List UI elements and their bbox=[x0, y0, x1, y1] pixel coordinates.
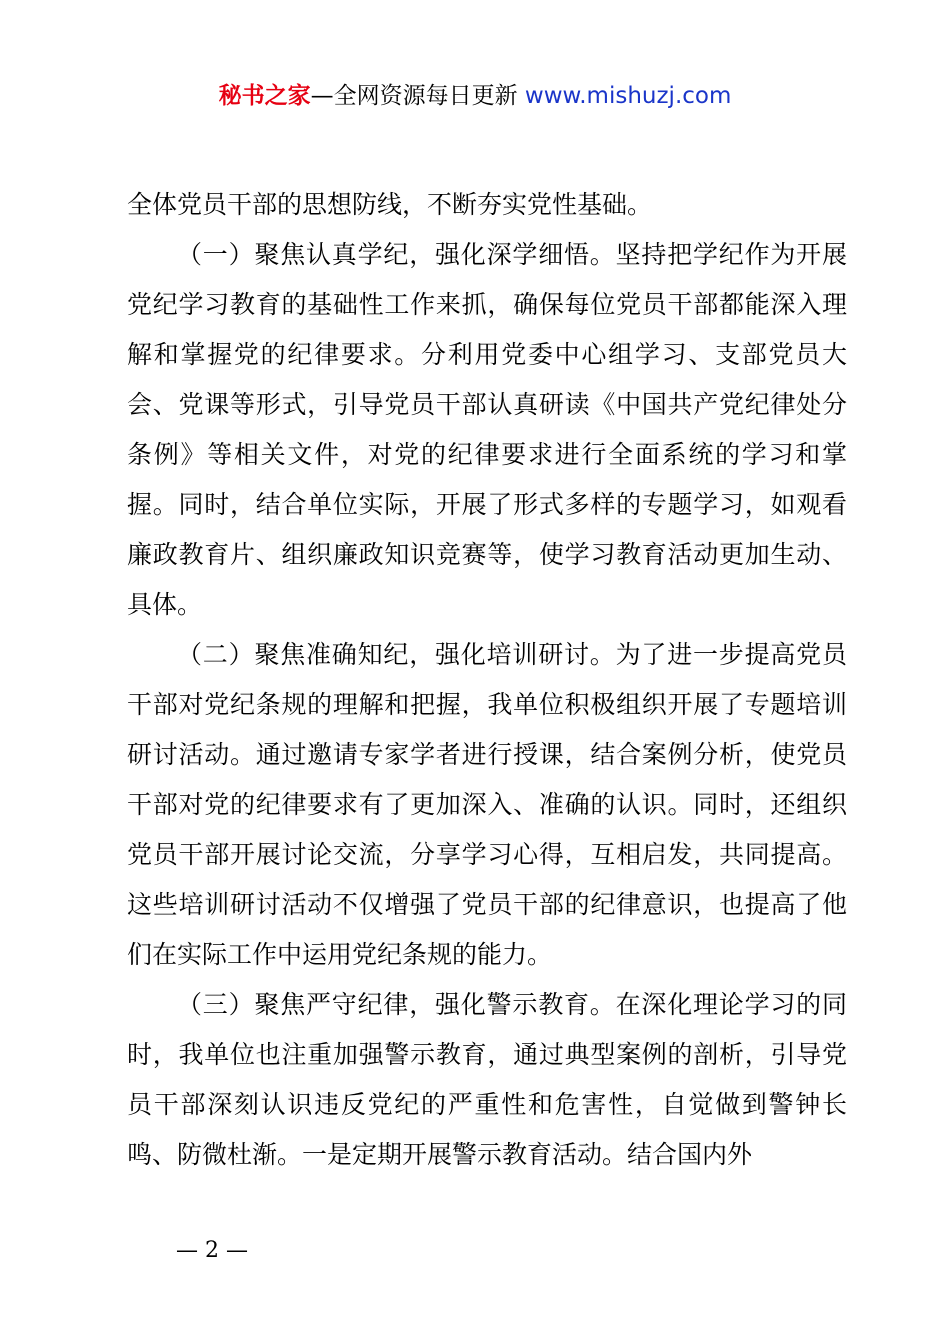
document-body bbox=[127, 180, 847, 1180]
site-header bbox=[0, 80, 950, 112]
site-tagline: —全网资源每日更新 bbox=[310, 83, 525, 109]
paragraph-section-3: （三）聚焦严守纪律，强化警示教育。在深化理论学习的同时，我单位也注重加强警示教育，通过典型案例的剖析，引导党员干部深刻认识违反党纪的严重性和危害性，自觉做到警钟长鸣、防微杜渐。一是定期开展警示教育活动。结合国内外 bbox=[127, 990, 847, 1169]
paragraph-section-1: （一）聚焦认真学纪，强化深学细悟。坚持把学纪作为开展党纪学习教育的基础性工作来抓，确保每位党员干部都能深入理解和掌握党的纪律要求。分利用党委中心组学习、支部党员大会、党课等形式，引导党员干部认真研读《中国共产党纪律处分条例》等相关文件，对党的纪律要求进行全面系统的学习和掌握。同时，结合单位实际，开展了形式多样的专题学习，如观看廉政教育片、组织廉政知识竞赛等，使学习教育活动更加生动、具体。 bbox=[127, 240, 847, 619]
page-number: — 2 — bbox=[176, 1238, 248, 1263]
paragraph-section-2: （二）聚焦准确知纪，强化培训研讨。为了进一步提高党员干部对党纪条规的理解和把握，我单位积极组织开展了专题培训研讨活动。通过邀请专家学者进行授课，结合案例分析，使党员干部对党的纪律要求有了更加深入、准确的认识。同时，还组织党员干部开展讨论交流，分享学习心得，互相启发，共同提高。这些培训研讨活动不仅增强了党员干部的纪律意识，也提高了他们在实际工作中运用党纪条规的能力。 bbox=[127, 640, 847, 969]
site-brand: 秘书之家 bbox=[218, 83, 311, 109]
site-url[interactable]: www.mishuzj.com bbox=[524, 83, 732, 109]
paragraph-continuation: 全体党员干部的思想防线，不断夯实党性基础。 bbox=[127, 190, 653, 219]
